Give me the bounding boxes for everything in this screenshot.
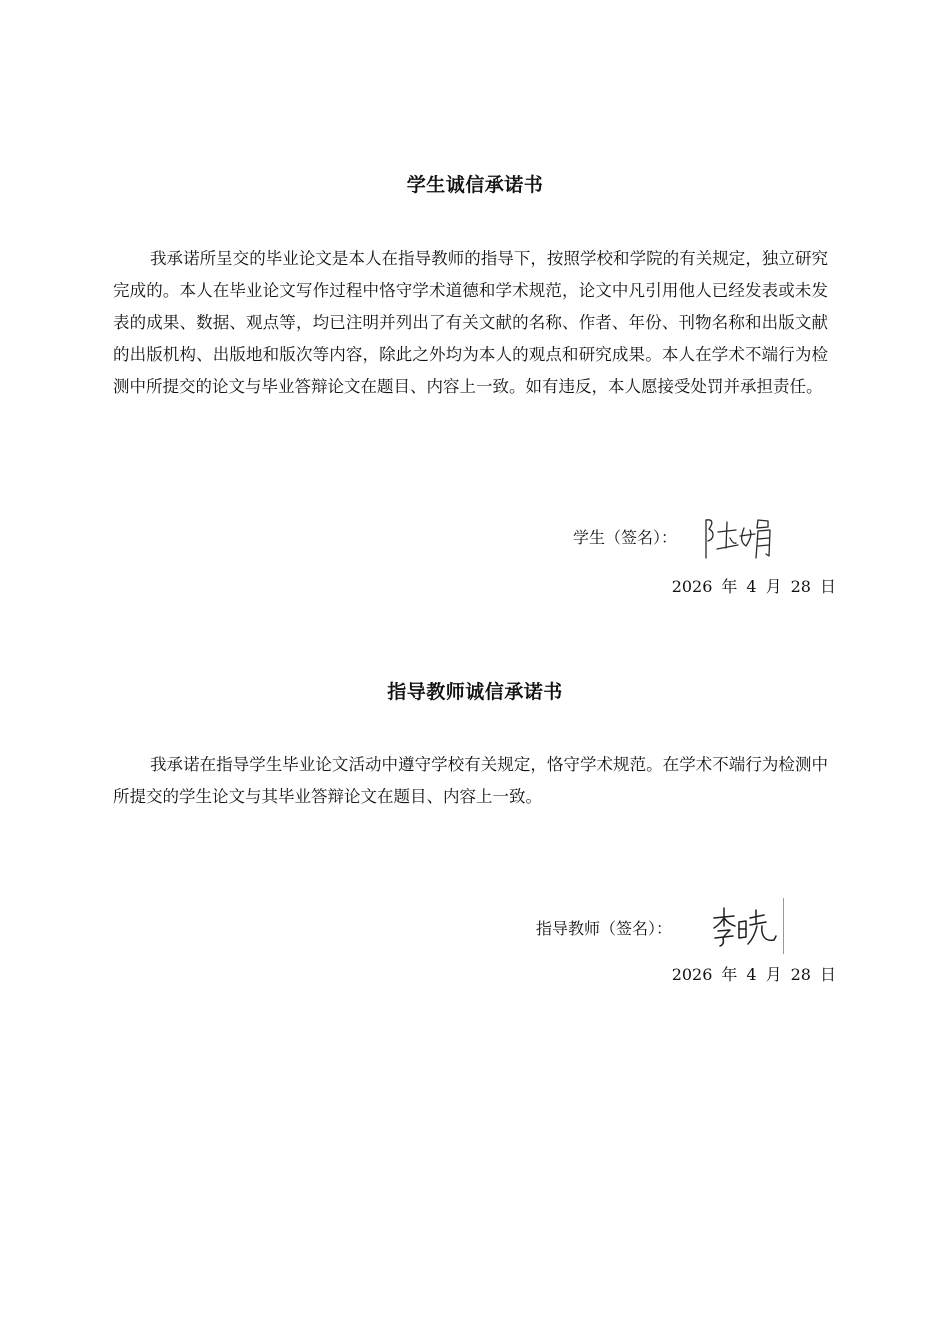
- teacher-date-day: 28: [790, 965, 811, 984]
- teacher-pledge-body: 我承诺在指导学生毕业论文活动中遵守学校有关规定，恪守学术规范。在学术不端行为检测中所提交的学生论文与其毕业答辩论文在题目、内容上一致。: [113, 755, 828, 806]
- teacher-handwritten-signature: [712, 904, 778, 950]
- student-date-year-unit: 年: [721, 577, 738, 596]
- student-date-day: 28: [790, 577, 811, 596]
- teacher-date-month-unit: 月: [765, 965, 782, 984]
- student-date: [672, 574, 836, 597]
- student-date-month-unit: 月: [765, 577, 782, 596]
- teacher-signature-label: 指导教师（签名）：: [536, 919, 673, 938]
- teacher-date-year: 2026: [671, 965, 713, 984]
- student-signature-label: 学生（签名）：: [573, 528, 678, 547]
- teacher-date: [672, 962, 836, 985]
- student-pledge-title: 学生诚信承诺书: [406, 174, 544, 196]
- student-handwritten-signature: [700, 512, 780, 560]
- student-pledge-body: 我承诺所呈交的毕业论文是本人在指导教师的指导下，按照学校和学院的有关规定，独立研究完成的。本人在毕业论文写作过程中恪守学术道德和学术规范，论文中凡引用他人已经发表或未发表的成果、数据、观点等，均已注明并列出了有关文献的名称、作者、年份、刊物名称和出版文献的出版机构、出版地和版次等内容，除此之外均为本人的观点和研究成果。本人在学术不端行为检测中所提交的论文与毕业答辩论文在题目、内容上一致。如有违反，本人愿接受处罚并承担责任。: [113, 249, 828, 396]
- teacher-date-day-unit: 日: [819, 965, 836, 984]
- student-date-day-unit: 日: [819, 577, 836, 596]
- student-date-month: 4: [746, 577, 757, 596]
- teacher-date-year-unit: 年: [721, 965, 738, 984]
- teacher-date-month: 4: [746, 965, 757, 984]
- teacher-pledge-title: 指导教师诚信承诺书: [387, 681, 563, 703]
- signature-divider: [783, 898, 784, 954]
- student-date-year: 2026: [671, 577, 713, 596]
